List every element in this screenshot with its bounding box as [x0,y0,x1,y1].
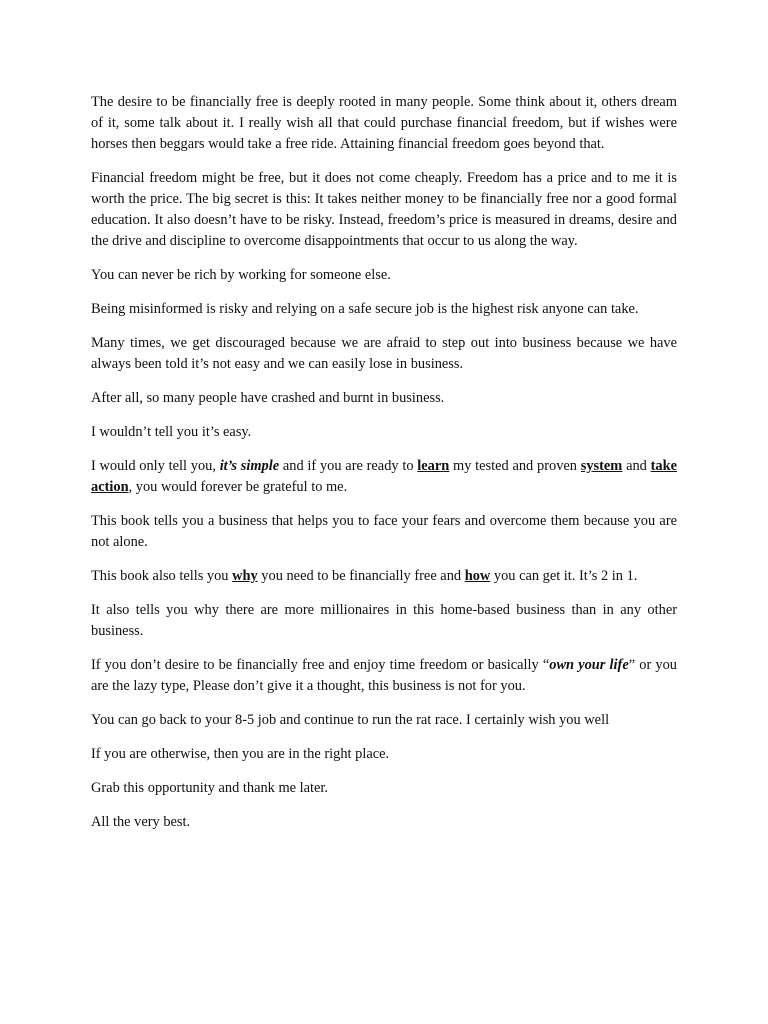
paragraph-10 [91,566,677,587]
paragraph-11: It also tells you why there are more millionaires in this home-based business than in any other business. [91,602,677,639]
paragraph-13: You can go back to your 8-5 job and continue to run the rat race. I certainly wish you well [91,712,610,728]
paragraph-12-text-1: If you don’t desire to be financially free and enjoy time freedom or basically “ [91,657,550,673]
paragraph-10-text-1: This book also tells you [91,568,233,584]
emphasis-why: why [232,568,258,584]
emphasis-take-action: take action [91,458,677,495]
paragraph-4: Being misinformed is risky and relying on a safe secure job is the highest risk anyone can take. [91,301,639,317]
paragraph-8-text-5: , you would forever be grateful to me. [128,479,348,495]
paragraph-12 [91,655,677,697]
emphasis-its-simple: it’s simple [219,458,280,474]
paragraph-16: All the very best. [91,814,191,830]
paragraph-8 [91,456,677,498]
paragraph-15: Grab this opportunity and thank me later. [91,780,328,796]
paragraph-3: You can never be rich by working for someone else. [91,267,391,283]
paragraph-2: Financial freedom might be free, but it does not come cheaply. Freedom has a price and to me it is worth the price. The big secret is this: It takes neither money to be financially free nor a good formal education. It also doesn’t have to be risky. Instead, freedom’s price is measured in dreams, desire and the drive and discipline to overcome disappointments that occur to us along the way. [91,170,677,249]
paragraph-10-text-2: you need to be financially free and [257,568,465,584]
paragraph-7: I wouldn’t tell you it’s easy. [91,424,252,440]
paragraph-8-text-1: I would only tell you, [91,458,220,474]
emphasis-how: how [464,568,491,584]
paragraph-14: If you are otherwise, then you are in the right place. [91,746,390,762]
paragraph-1: The desire to be financially free is deeply rooted in many people. Some think about it, others dream of it, some talk about it. I really wish all that could purchase financial freedom, but if wishes were horses then beggars would take a free ride. Attaining financial freedom goes beyond that. [91,94,677,152]
paragraph-10-text-3: you can get it. It’s 2 in 1. [490,568,638,584]
paragraph-8-text-2: and if you are ready to [279,458,418,474]
paragraph-6: After all, so many people have crashed and burnt in business. [91,390,445,406]
paragraph-5: Many times, we get discouraged because we are afraid to step out into business because we have always been told it’s not easy and we can easily lose in business. [91,335,677,372]
paragraph-12-text-2: ” or you are the lazy type, Please don’t give it a thought, this business is not for you. [91,657,678,694]
emphasis-learn: learn [417,458,450,474]
paragraph-9: This book tells you a business that helps you to face your fears and overcome them because you are not alone. [91,513,677,550]
paragraph-8-text-4: and [622,458,651,474]
emphasis-system: system [580,458,623,474]
emphasis-own-your-life: own your life [549,657,629,673]
paragraph-8-text-3: my tested and proven [449,458,581,474]
